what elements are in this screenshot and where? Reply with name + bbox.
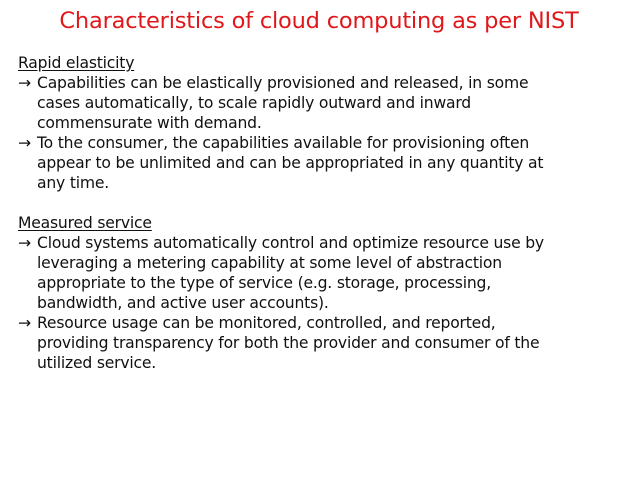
bullet-text-line: any time.: [37, 174, 110, 192]
bullet-text-line: To the consumer, the capabilities available for provisioning often: [37, 134, 530, 152]
section-measured-service: [18, 213, 630, 373]
right-arrow-icon: →: [18, 234, 31, 252]
bullet-text-line: providing transparency for both the provider and consumer of the: [37, 334, 540, 352]
bullet-text-line: leveraging a metering capability at some level of abstraction: [37, 254, 502, 272]
bullet-text-line: appropriate to the type of service (e.g. storage, processing,: [37, 274, 491, 292]
bullet-text-line: bandwidth, and active user accounts).: [37, 294, 329, 312]
bullet-text-line: utilized service.: [37, 354, 157, 372]
section-heading: Rapid elasticity: [18, 54, 135, 72]
section-heading: Measured service: [18, 214, 152, 232]
bullet-item: [18, 73, 630, 133]
slide-body: [18, 53, 630, 373]
bullet-text-line: appear to be unlimited and can be appropriated in any quantity at: [37, 154, 544, 172]
bullet-text-line: cases automatically, to scale rapidly outward and inward: [37, 94, 472, 112]
right-arrow-icon: →: [18, 74, 31, 92]
bullet-text-line: commensurate with demand.: [37, 114, 262, 132]
slide-title: Characteristics of cloud computing as per NIST: [59, 8, 579, 34]
bullet-item: [18, 233, 630, 313]
bullet-item: [18, 313, 630, 373]
bullet-text-line: Resource usage can be monitored, controlled, and reported,: [37, 314, 496, 332]
bullet-text-line: Capabilities can be elastically provisioned and released, in some: [37, 74, 529, 92]
section-spacer: [18, 193, 630, 213]
right-arrow-icon: →: [18, 134, 31, 152]
right-arrow-icon: →: [18, 314, 31, 332]
section-rapid-elasticity: [18, 53, 630, 193]
bullet-item: [18, 133, 630, 193]
bullet-text-line: Cloud systems automatically control and optimize resource use by: [37, 234, 544, 252]
